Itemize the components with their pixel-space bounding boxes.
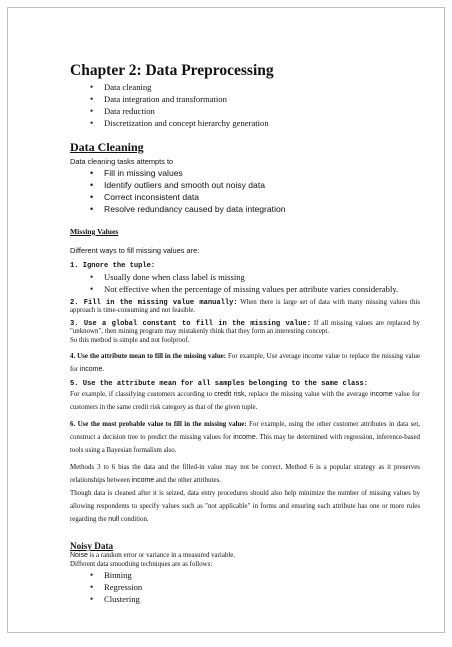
chapter-topics-list [70, 81, 420, 129]
list-item: • Fill in missing values [70, 167, 420, 179]
data-cleaning-heading: Data Cleaning [70, 140, 144, 154]
list-item: • Identify outliers and smooth out noisy data [70, 179, 420, 191]
cleaning-tasks-list [70, 167, 420, 215]
data-cleaning-intro: Data cleaning tasks attempts to [70, 157, 174, 166]
list-item: • Data reduction [70, 105, 420, 117]
list-item: • Usually done when class label is missing [70, 271, 420, 283]
method-3-note: So this method is simple and not foolproof. [70, 336, 190, 344]
list-item: • Clustering [70, 593, 420, 605]
method-5-text: For example, if classifying customers according to credit risk, replace the missing value with the average income value for customers in the same credit risk category as that of the given tuple. [70, 391, 420, 412]
method-1-points [70, 271, 420, 295]
list-item: • Binning [70, 569, 420, 581]
method-5-heading: 5. Use the attribute mean for all samples belonging to the same class: [70, 379, 368, 388]
list-item: • Regression [70, 581, 420, 593]
list-item: • Data integration and transformation [70, 93, 420, 105]
data-entry-note: Though data is cleaned after it is seized, data entry procedures should also help minimize the number of missing values by allowing respondents to specify values such as "not applicable" in forms and ensuring each attribute has one or more rules regarding the null condition. [70, 490, 420, 524]
missing-values-heading: Missing Values [70, 227, 119, 236]
list-item: • Data cleaning [70, 81, 420, 93]
method-2: 2. Fill in the missing value manually: When there is large set of data with many missing values this approach is time-consuming and not feasible. [70, 298, 421, 315]
page-content [70, 61, 420, 605]
method-1-heading: 1. Ignore the tuple: [70, 262, 156, 270]
method-4: 4. Use the attribute mean to fill in the missing value: For example, Use average income value to replace the missing value for income. [70, 352, 421, 373]
list-item: • Discretization and concept hierarchy generation [70, 117, 420, 129]
smoothing-techniques-list [70, 569, 420, 605]
document-page [7, 7, 445, 633]
missing-values-lead: Different ways to fill missing values are: [70, 246, 200, 255]
method-3: 3. Use a global constant to fill in the missing value: If all missing values are replaced by "unknown", then mining program may mistakenly think that they form an interesting concept. [70, 319, 421, 336]
list-item: • Correct inconsistent data [70, 191, 420, 203]
noisy-data-heading: Noisy Data [70, 541, 114, 552]
list-item: • Not effective when the percentage of missing values per attribute varies considerably. [70, 283, 420, 295]
method-6: 6. Use the most probable value to fill in the missing value: For example, using the other customer attributes in data set, construct a decision tree to predict the missing values for income. This may be determined with regression, inference-based tools using a Bayesian formalism also. [70, 421, 420, 455]
smoothing-intro: Different data smoothing techniques are as follows: [70, 560, 213, 568]
list-item: • Resolve redundancy caused by data integration [70, 203, 420, 215]
noise-definition: Noise is a random error or variance in a measured variable. [70, 552, 236, 560]
chapter-title: Chapter 2: Data Preprocessing [70, 62, 274, 79]
bias-note: Methods 3 to 6 bias the data and the filled-in value may not be correct. Method 6 is a popular strategy as it preserves relationships between income and the other attributes. [70, 464, 420, 485]
